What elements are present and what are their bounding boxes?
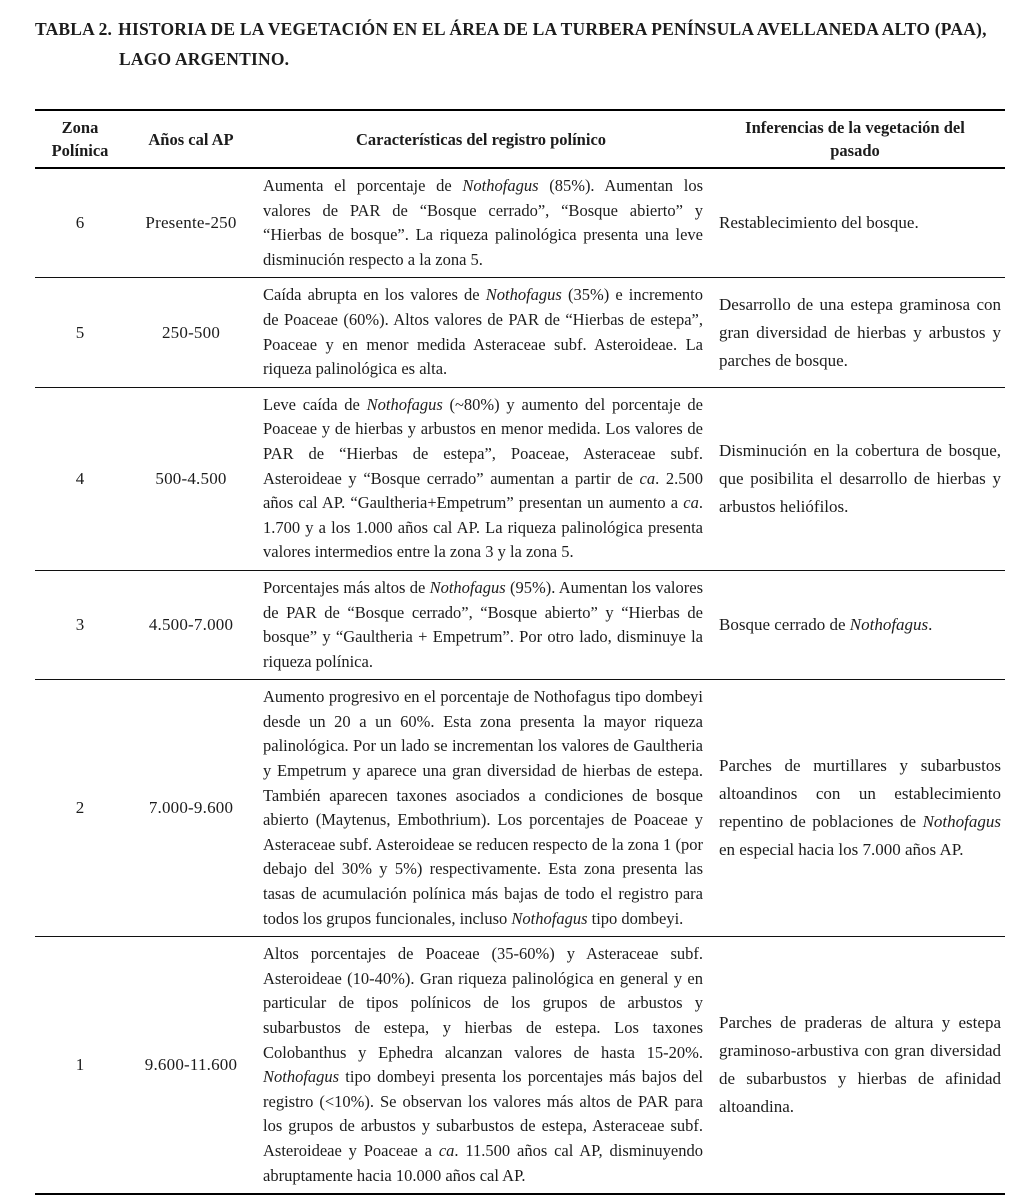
years-cell: Presente-250	[125, 168, 257, 278]
table-row	[35, 570, 1005, 679]
inference-cell: Restablecimiento del bosque.	[705, 168, 1005, 278]
zone-cell: 1	[35, 937, 125, 1194]
header-zona-polinica: Zona Polínica	[35, 110, 125, 168]
table-number-label: TABLA 2.	[35, 19, 113, 39]
table-row	[35, 937, 1005, 1194]
table-row	[35, 168, 1005, 278]
page-title	[35, 14, 1005, 74]
header-anos-cal-ap: Años cal AP	[125, 110, 257, 168]
characteristics-cell: Porcentajes más altos de Nothofagus (95%). Aumentan los valores de PAR de “Bosque cerrado”, “Bosque abierto” y “Hierbas de bosque” y “Gaultheria + Empetrum”. Por otro lado, disminuye la riqueza polínica.	[257, 570, 705, 679]
years-cell: 500-4.500	[125, 387, 257, 570]
inference-cell: Desarrollo de una estepa graminosa con gran diversidad de hierbas y arbustos y parches de bosque.	[705, 278, 1005, 387]
table-row	[35, 680, 1005, 937]
zone-cell: 2	[35, 680, 125, 937]
table-row	[35, 387, 1005, 570]
inference-cell: Parches de murtillares y subarbustos altoandinos con un establecimiento repentino de poblaciones de Nothofagus en especial hacia los 7.000 años AP.	[705, 680, 1005, 937]
characteristics-cell: Aumento progresivo en el porcentaje de Nothofagus tipo dombeyi desde un 20 a un 60%. Esta zona presenta la mayor riqueza palinológica. Por un lado se incrementan los valores de Gaultheria y Empetrum y aparece una gran diversidad de hierbas de estepa. También aparecen taxones asociados a condiciones de bosque abierto (Maytenus, Embothrium). Los porcentajes de Poaceae y Asteraceae subf. Asteroideae se reducen respecto de la zona 1 (por debajo del 30% y 5%) respectivamente. Esta zona presenta las tasas de acumulación polínica más bajas de todo el registro para todos los grupos funcionales, incluso Nothofagus tipo dombeyi.	[257, 680, 705, 937]
characteristics-cell: Aumenta el porcentaje de Nothofagus (85%). Aumentan los valores de PAR de “Bosque cerrado”, “Bosque abierto” y “Hierbas de bosque”. La riqueza palinológica presenta una leve disminución respecto a la zona 5.	[257, 168, 705, 278]
header-inferencias: Inferencias de la vegetación del pasado	[705, 110, 1005, 168]
zone-cell: 5	[35, 278, 125, 387]
inference-cell: Bosque cerrado de Nothofagus.	[705, 570, 1005, 679]
inference-cell: Parches de praderas de altura y estepa graminoso-arbustiva con gran diversidad de subarbustos y hierbas de afinidad altoandina.	[705, 937, 1005, 1194]
zone-cell: 4	[35, 387, 125, 570]
characteristics-cell: Altos porcentajes de Poaceae (35-60%) y Asteraceae subf. Asteroideae (10-40%). Gran riqueza palinológica en general y en particular de tipos polínicos de los grupos de arbustos y subarbustos de estepa, y hierbas de estepa. Los taxones Colobanthus y Ephedra alcanzan valores de hasta 15-20%. Nothofagus tipo dombeyi presenta los porcentajes más bajos del registro (<10%). Se observan los valores más altos de PAR para los grupos de arbustos y subarbustos de estepa, Asteraceae subf. Asteroideae y Poaceae a ca. 11.500 años cal AP, disminuyendo abruptamente hacia 10.000 años cal AP.	[257, 937, 705, 1194]
years-cell: 7.000-9.600	[125, 680, 257, 937]
years-cell: 4.500-7.000	[125, 570, 257, 679]
zone-cell: 6	[35, 168, 125, 278]
years-cell: 250-500	[125, 278, 257, 387]
table-title-text: HISTORIA DE LA VEGETACIÓN EN EL ÁREA DE LA TURBERA PENÍNSULA AVELLANEDA ALTO (PAA), LAGO ARGENTINO.	[118, 19, 987, 69]
table-row	[35, 278, 1005, 387]
zone-cell: 3	[35, 570, 125, 679]
inference-cell: Disminución en la cobertura de bosque, que posibilita el desarrollo de hierbas y arbustos heliófilos.	[705, 387, 1005, 570]
header-caracteristicas: Características del registro polínico	[257, 110, 705, 168]
characteristics-cell: Caída abrupta en los valores de Nothofagus (35%) e incremento de Poaceae (60%). Altos valores de PAR de “Hierbas de estepa”, Poaceae y en menor medida Asteraceae subf. Asteroideae. La riqueza palinológica es alta.	[257, 278, 705, 387]
vegetation-history-table	[35, 109, 1005, 1195]
characteristics-cell: Leve caída de Nothofagus (~80%) y aumento del porcentaje de Poaceae y de hierbas y arbustos en menor medida. Los valores de PAR de “Hierbas de estepa”, Poaceae, Asteraceae subf. Asteroideae y “Bosque cerrado” aumentan a partir de ca. 2.500 años cal AP. “Gaultheria+Empetrum” presentan un aumento a ca. 1.700 y a los 1.000 años cal AP. La riqueza palinológica presenta valores intermedios entre la zona 3 y la zona 5.	[257, 387, 705, 570]
years-cell: 9.600-11.600	[125, 937, 257, 1194]
header-row	[35, 110, 1005, 168]
